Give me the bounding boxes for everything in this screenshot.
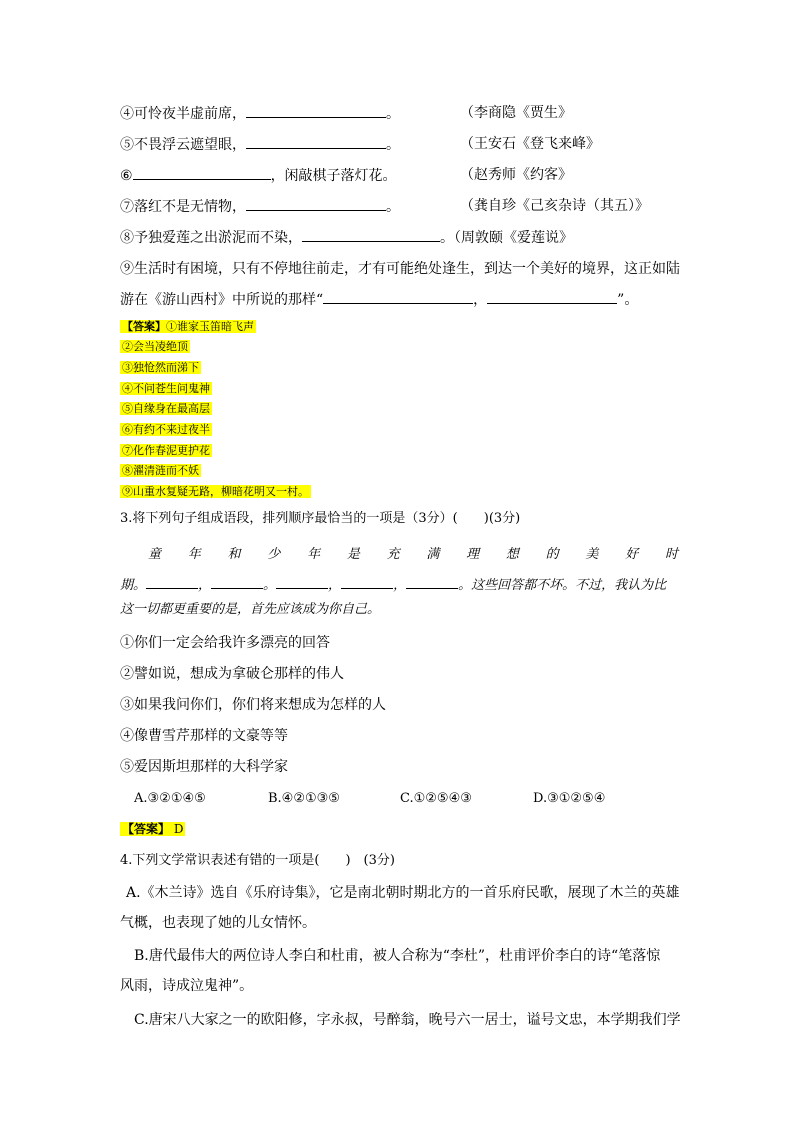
punct: ， bbox=[328, 578, 342, 593]
answer-blank[interactable] bbox=[246, 134, 386, 149]
q4-option-a-line-1: A.《木兰诗》选自《乐府诗集》，它是南北朝时期北方的一首乐府民歌，展现了木兰的英雄 bbox=[126, 885, 680, 901]
punct: ， bbox=[393, 578, 407, 593]
answer-line-4 bbox=[120, 380, 212, 397]
answer-line-9 bbox=[120, 483, 311, 500]
line-text: ⑦落红不是无情物， bbox=[120, 199, 246, 215]
answer-blank[interactable] bbox=[323, 289, 473, 304]
answer-line-2 bbox=[120, 338, 190, 355]
char: 年 bbox=[307, 547, 321, 562]
item-9-line-1: ⑨生活时有困境，只有不停地往前走，才有可能绝处逢生，到达一个美好的境界，这正如陆 bbox=[120, 261, 680, 277]
answer-blank[interactable] bbox=[246, 103, 386, 118]
answer-blank[interactable] bbox=[302, 227, 440, 242]
char: 和 bbox=[227, 547, 241, 562]
answer-text: ⑨山重水复疑无路，柳暗花明又一村。 bbox=[122, 485, 309, 498]
answer-tag: 【答案】 bbox=[122, 822, 171, 836]
answer-blank[interactable] bbox=[276, 574, 328, 589]
q3-spaced-line bbox=[148, 545, 678, 565]
q3-answer bbox=[120, 821, 185, 838]
answer-text: ②会当凌绝顶 bbox=[122, 340, 188, 353]
q3-title: 3.将下列句子组成语段，排列顺序最恰当的一项是（3分）( )(3分) bbox=[120, 511, 521, 526]
char: 少 bbox=[267, 547, 281, 562]
line-text: ⑧予独爱莲之出淤泥而不染， bbox=[120, 230, 302, 246]
q3-line-3: 这一切都更重要的是，首先应该成为你自己。 bbox=[120, 602, 381, 617]
q3-option-a[interactable]: A.③②①④⑤ bbox=[134, 791, 206, 806]
fill-line-8 bbox=[120, 227, 573, 248]
q3-option-b[interactable]: B.④②①③⑤ bbox=[268, 791, 340, 806]
line-text: ，闲敲棋子落灯花。 bbox=[270, 168, 397, 184]
answer-text: ⑧濯清涟而不妖 bbox=[122, 464, 199, 477]
item-9-line-2 bbox=[120, 289, 638, 310]
punct: 。 bbox=[263, 578, 277, 593]
answer-text: ①谁家玉笛暗飞声 bbox=[166, 320, 254, 333]
answer-blank[interactable] bbox=[487, 289, 617, 304]
line-text: ”。 bbox=[617, 292, 639, 308]
punct: ， bbox=[198, 578, 212, 593]
char: 时 bbox=[664, 547, 678, 562]
fill-line-5 bbox=[120, 134, 400, 155]
q3-sentence-1: ①你们一定会给我许多漂亮的回答 bbox=[120, 635, 330, 651]
q4-option-a-line-2: 气概，也表现了她的儿女情怀。 bbox=[120, 915, 316, 931]
char: 年 bbox=[187, 547, 201, 562]
char: 满 bbox=[426, 547, 440, 562]
q3-sentence-2: ②譬如说，想成为拿破仑那样的伟人 bbox=[120, 666, 344, 682]
source-7: （龚自珍《己亥杂诗（其五）》 bbox=[460, 198, 649, 214]
source-4: （李商隐《贾生》 bbox=[460, 105, 572, 121]
answer-line-1 bbox=[120, 318, 256, 335]
char: 理 bbox=[466, 547, 480, 562]
answer-text: ⑤自缘身在最高层 bbox=[122, 402, 210, 415]
q3-line-2 bbox=[120, 574, 666, 596]
answer-line-5 bbox=[120, 400, 212, 417]
fill-line-6 bbox=[120, 165, 397, 186]
line-text: 。（周敦颐《爱莲说》 bbox=[440, 230, 573, 246]
source-6: （赵秀师《约客》 bbox=[460, 167, 572, 183]
q4-option-b-line-1: B.唐代最伟大的两位诗人李白和杜甫，被人合称为“李杜”，杜甫评价李白的诗“笔落惊 bbox=[134, 948, 661, 964]
line-text: ⑥ bbox=[120, 168, 133, 184]
q4-option-b-line-2: 风雨，诗成泣鬼神”。 bbox=[120, 978, 254, 994]
char: 美 bbox=[585, 547, 599, 562]
q4-option-c-line-1: C.唐宋八大家之一的欧阳修，字永叔，号醉翁，晚号六一居士，谥号文忠，本学期我们学 bbox=[134, 1012, 681, 1028]
answer-line-8 bbox=[120, 462, 201, 479]
fill-line-4 bbox=[120, 103, 400, 124]
char: 童 bbox=[148, 547, 162, 562]
answer-text: D bbox=[173, 822, 184, 836]
answer-text: ④不问苍生问鬼神 bbox=[122, 382, 210, 395]
q4-title: 4.下列文学常识表述有错的一项是( ) (3分) bbox=[120, 853, 395, 868]
answer-line-3 bbox=[120, 359, 201, 376]
line-text: 游在《游山西村》中所说的那样“ bbox=[120, 292, 324, 308]
line-text: ④可怜夜半虚前席， bbox=[120, 106, 246, 122]
char: 充 bbox=[386, 547, 400, 562]
answer-line-7 bbox=[120, 442, 212, 459]
answer-text: ⑦化作春泥更护花 bbox=[122, 444, 210, 457]
line-text: ⑤不畏浮云遮望眼， bbox=[120, 137, 246, 153]
q3-sentence-5: ⑤爱因斯坦那样的大科学家 bbox=[120, 759, 288, 775]
answer-text: ⑥有约不来过夜半 bbox=[122, 423, 210, 436]
q3-option-c[interactable]: C.①②⑤④③ bbox=[400, 791, 472, 806]
line-text: ， bbox=[473, 292, 488, 308]
line-text: 。这些回答都不坏。不过，我认为比 bbox=[458, 578, 667, 593]
fill-line-7 bbox=[120, 196, 400, 217]
answer-blank[interactable] bbox=[406, 574, 458, 589]
answer-blank[interactable] bbox=[211, 574, 263, 589]
answer-blank[interactable] bbox=[246, 196, 386, 211]
char: 想 bbox=[505, 547, 519, 562]
answer-tag: 【答案】 bbox=[122, 320, 166, 333]
char: 的 bbox=[545, 547, 559, 562]
q3-sentence-4: ④像曹雪芹那样的文豪等等 bbox=[120, 728, 288, 744]
char: 好 bbox=[625, 547, 639, 562]
answer-blank[interactable] bbox=[133, 165, 271, 180]
source-5: （王安石《登飞来峰》 bbox=[460, 136, 600, 152]
answer-line-6 bbox=[120, 421, 212, 438]
line-text: 。 bbox=[386, 199, 400, 215]
line-text: 。 bbox=[386, 137, 400, 153]
line-text: 。 bbox=[386, 106, 400, 122]
answer-blank[interactable] bbox=[146, 574, 198, 589]
line-text: 期。 bbox=[120, 578, 147, 593]
answer-blank[interactable] bbox=[341, 574, 393, 589]
q3-sentence-3: ③如果我问你们，你们将来想成为怎样的人 bbox=[120, 697, 386, 713]
char: 是 bbox=[346, 547, 360, 562]
answer-text: ③独怆然而涕下 bbox=[122, 361, 199, 374]
q3-option-d[interactable]: D.③①②⑤④ bbox=[533, 791, 606, 806]
